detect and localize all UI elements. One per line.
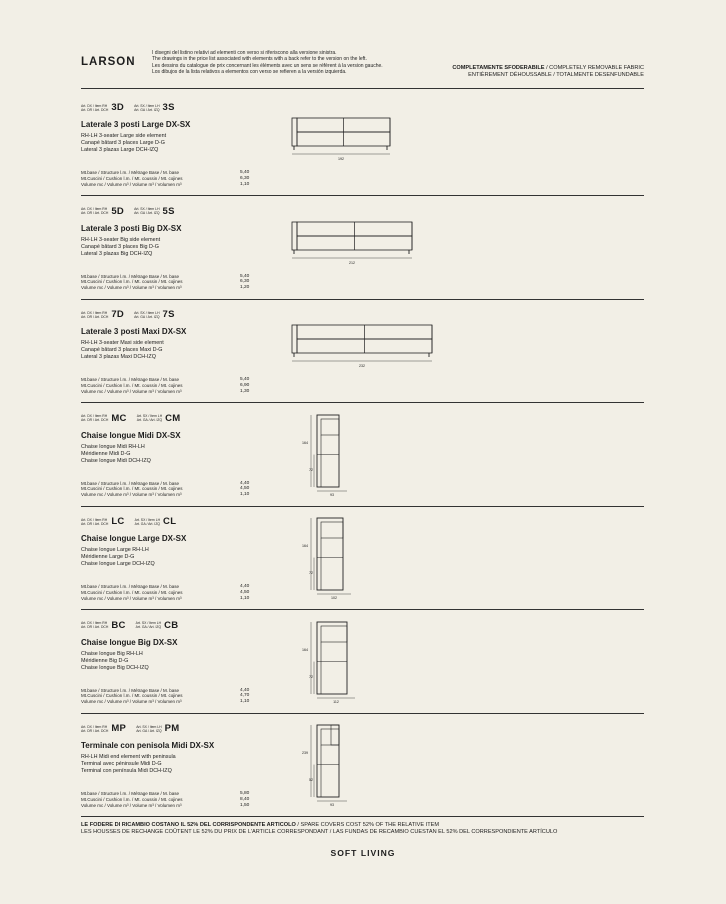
code-lh-label-2: Art. GA / Art. IZQ: [136, 728, 162, 733]
code-lh-label: Art. SX / Item LH: [136, 724, 162, 729]
description-en: RH-LH Midi end element with peninsula: [81, 754, 176, 760]
spare-covers-line2: LES HOUSSES DE RECHANGE COÛTENT LE 52% DU PRIX DE L'ARTICLE CORRESPONDANT / LAS FUNDAS DE RECAMBIO CUESTAN EL 52% DEL CORRESPONDIENTE ARTÍCULO: [81, 829, 558, 836]
code-rh-label-2: Art. DR / Art. DCH: [81, 211, 109, 215]
code-lh-value: 7S: [162, 309, 175, 320]
product-description: [81, 754, 176, 775]
spec-values: [240, 791, 249, 808]
spec-volume-value: 1,10: [240, 181, 250, 187]
description-en: RH-LH 3-seater Large side element: [81, 133, 167, 139]
drawings-note: [152, 50, 432, 76]
code-rh: [81, 102, 124, 113]
chaise-back: [321, 419, 339, 435]
product-row: [81, 299, 644, 402]
spec-labels: [81, 481, 183, 498]
product-drawing-svg: [271, 610, 521, 713]
description-es: Lateral 3 plazas Big DCH-IZQ: [81, 250, 153, 257]
description-en: Chaise longue Big RH-LH: [81, 650, 143, 657]
item-codes: [81, 206, 185, 217]
description-fr: Canapé bâtard 3 places Big D-G: [81, 243, 159, 250]
spec-cushion-label: Mt.Cuscini / Cushion l.m. / Mt. coussin / Mt. cojines: [81, 693, 183, 699]
spec-cushion-value: 4,50: [240, 486, 250, 492]
spec-base-label: Mt.base / Structure l.m. / Métrage Base / M. base: [81, 170, 180, 175]
fabric-note-rest: / COMPLETELY REMOVABLE FABRIC: [544, 65, 644, 71]
spec-volume-value: 1,20: [240, 285, 250, 291]
description-es: Lateral 3 plazas Maxi DCH-IZQ: [81, 354, 156, 360]
product-drawing: [271, 713, 521, 816]
item-codes: [81, 309, 185, 320]
spec-base-value: 4,40: [240, 584, 250, 589]
product-description: [81, 444, 151, 465]
spec-values: [240, 584, 249, 601]
spec-volume-label: Volume mc / Volume m³ / Volume m³ / Volumen m³: [81, 802, 182, 808]
dimension-label: 72: [309, 674, 313, 679]
code-rh: [81, 206, 124, 217]
product-drawing: [271, 403, 521, 506]
dimension-label: 164: [302, 440, 308, 445]
dimension-label: 102: [331, 596, 337, 600]
description-fr: Canapé bâtard 3 places Large D-G: [81, 140, 165, 146]
description-en: RH-LH 3-seater Maxi side element: [81, 340, 164, 346]
note-line-en: The drawings in the price list associated with elements with a back refer to the version on the left.: [152, 56, 367, 63]
spare-covers-rest: / SPARE COVERS COST 52% OF THE RELATIVE ITEM: [295, 822, 440, 828]
spec-labels: [81, 584, 183, 601]
code-lh-label: Art. SX / Item LH: [134, 517, 161, 522]
product-drawing: [271, 610, 521, 713]
dimension-label: 212: [349, 260, 355, 265]
product-row: [81, 506, 644, 609]
code-lh: [136, 723, 179, 734]
chaise-back: [321, 729, 339, 745]
product-description: [81, 237, 160, 258]
code-rh-label: Art. DX / Item RH: [81, 207, 108, 211]
dimension-label: 192: [338, 157, 344, 161]
spec-labels: [81, 274, 183, 291]
description-fr: Terminal avec péninsule Midi D-G: [81, 761, 162, 767]
spec-volume-label: Volume mc / Volume m³ / Volume m³ / Volumen m³: [81, 699, 182, 705]
product-title: Terminale con penisola Midi DX-SX: [81, 741, 215, 750]
spec-volume-label: Volume mc / Volume m³ / Volume m³ / Volumen m³: [81, 181, 182, 187]
code-rh-value: 5D: [111, 205, 125, 217]
note-line-es: Los dibujos de la lista relativos a elementos con verso se refieren a la versión izquierda.: [152, 69, 347, 76]
code-rh: [81, 723, 126, 734]
item-codes: [81, 413, 191, 424]
dimension-label: 93: [330, 803, 334, 807]
code-rh-label-2: Art. DR / Art. DCH: [81, 418, 109, 422]
code-rh-value: MP: [111, 723, 127, 734]
product-description: [81, 651, 149, 672]
product-description: [81, 547, 155, 568]
spec-base-value: 5,40: [240, 273, 250, 279]
product-title: Chaise longue Midi DX-SX: [81, 430, 181, 440]
spec-cushion-label: Mt.Cuscini / Cushion l.m. / Mt. coussin / Mt. cojines: [81, 589, 183, 595]
product-drawing: [271, 196, 521, 299]
description-es: Chaise longue Large DCH-IZQ: [81, 561, 155, 567]
spec-base-value: 5,80: [240, 791, 250, 796]
spec-volume-label: Volume mc / Volume m³ / Volume m³ / Volumen m³: [81, 492, 182, 498]
chaise-back: [321, 522, 343, 538]
fabric-note-bold: COMPLETAMENTE SFODERABILE: [452, 65, 545, 71]
footer-brand: SOFT LIVING: [330, 848, 396, 858]
code-rh: [81, 309, 124, 320]
spec-cushion-value: 8,40: [240, 796, 250, 802]
code-lh-label: Art. SX / Item LH: [135, 621, 162, 625]
spec-cushion-value: 4,50: [240, 589, 250, 595]
code-lh-label: Art. SX / Item LH: [134, 103, 160, 108]
spec-values: [240, 481, 249, 498]
collection-name: LARSON: [81, 56, 136, 68]
code-lh-label: Art. SX / Item LH: [134, 207, 160, 211]
spec-labels: [81, 688, 183, 705]
code-lh-value: PM: [164, 723, 180, 734]
code-rh-label: Art. DX / Item RH: [81, 724, 108, 729]
code-lh-label: Art. SX / Item LH: [136, 414, 163, 418]
code-rh: [81, 413, 127, 424]
spec-cushion-label: Mt.Cuscini / Cushion l.m. / Mt. coussin / Mt. cojines: [81, 796, 183, 802]
code-lh-label: Art. SX / Item LH: [134, 310, 160, 315]
spec-values: [240, 274, 249, 291]
code-lh-value: 3S: [162, 102, 175, 113]
fabric-note-line2: ENTIÈREMENT DÉHOUSSABLE / TOTALMENTE DESENFUNDABLE: [468, 72, 644, 78]
code-rh-label: Art. DX / Item RH: [81, 414, 108, 418]
product-title: Chaise longue Big DX-SX: [81, 637, 178, 647]
code-lh-label-2: Art. GA / Art. IZQ: [134, 107, 160, 112]
sofa-arm: [292, 325, 297, 353]
spec-cushion-value: 4,70: [240, 693, 250, 699]
code-lh-value: CL: [163, 516, 177, 527]
spec-volume-value: 1,10: [240, 699, 250, 705]
code-rh-label-2: Art. DR / Art. DCH: [81, 521, 109, 526]
dimension-label: 239: [302, 750, 308, 755]
spec-base-label: Mt.base / Structure l.m. / Métrage Base / M. base: [81, 687, 180, 693]
product-drawing: [271, 299, 521, 402]
dimension-label: 112: [333, 699, 339, 704]
chaise-outline: [317, 622, 347, 694]
code-lh: [136, 620, 179, 631]
code-rh-value: MC: [111, 412, 127, 424]
code-lh-label-2: Art. GA / Art. IZQ: [134, 211, 160, 215]
spec-labels: [81, 791, 183, 808]
spec-volume-label: Volume mc / Volume m³ / Volume m³ / Volumen m³: [81, 388, 182, 394]
dimension-label: 72: [309, 467, 313, 472]
code-rh-value: BC: [111, 619, 126, 631]
code-lh-value: CM: [165, 412, 181, 424]
description-es: Terminal con península Midi DCH-IZQ: [81, 768, 172, 774]
product-row: [81, 610, 644, 713]
code-rh-label-2: Art. DR / Art. DCH: [81, 625, 109, 629]
item-codes: [81, 723, 189, 734]
code-lh: [134, 309, 175, 320]
product-title: Chaise longue Large DX-SX: [81, 534, 187, 543]
header-divider: [81, 88, 644, 89]
code-lh-label-2: Art. GA / Art. IZQ: [134, 314, 160, 319]
spec-base-label: Mt.base / Structure l.m. / Métrage Base / M. base: [81, 377, 180, 382]
product-row: [81, 196, 644, 299]
code-lh-label-2: Art. GA / Art. IZQ: [136, 418, 163, 422]
code-rh-label: Art. DX / Item RH: [81, 310, 108, 315]
product-title: Laterale 3 posti Maxi DX-SX: [81, 327, 187, 336]
product-row: [81, 713, 644, 816]
dimension-label: 93: [330, 492, 334, 497]
spec-base-label: Mt.base / Structure l.m. / Métrage Base / M. base: [81, 791, 180, 796]
spec-cushion-label: Mt.Cuscini / Cushion l.m. / Mt. coussin / Mt. cojines: [81, 175, 183, 181]
spec-volume-label: Volume mc / Volume m³ / Volume m³ / Volumen m³: [81, 595, 182, 601]
sofa-arm: [292, 118, 297, 146]
spec-labels: [81, 377, 183, 394]
description-en: Chaise longue Midi RH-LH: [81, 443, 145, 450]
code-rh-label-2: Art. DR / Art. DCH: [81, 107, 109, 112]
spec-volume-label: Volume mc / Volume m³ / Volume m³ / Volumen m³: [81, 285, 182, 291]
chaise-outline: [317, 725, 339, 797]
code-rh: [81, 620, 126, 631]
dimension-label: 164: [302, 543, 308, 548]
code-lh-value: 5S: [162, 205, 175, 217]
spec-cushion-value: 6,30: [240, 279, 250, 285]
spec-cushion-value: 6,30: [240, 175, 250, 181]
product-row: [81, 403, 644, 506]
spec-base-label: Mt.base / Structure l.m. / Métrage Base / M. base: [81, 584, 180, 589]
sofa-arm: [292, 222, 297, 250]
item-codes: [81, 620, 188, 631]
spare-covers-note: [81, 822, 557, 837]
code-rh: [81, 516, 125, 527]
product-drawing-svg: [271, 506, 521, 609]
item-codes: [81, 102, 185, 113]
product-drawing-svg: [271, 299, 521, 402]
spec-base-value: 5,40: [240, 377, 250, 382]
product-title: Laterale 3 posti Big DX-SX: [81, 223, 182, 233]
spec-cushion-label: Mt.Cuscini / Cushion l.m. / Mt. coussin / Mt. cojines: [81, 279, 183, 285]
spec-base-value: 4,40: [240, 687, 250, 693]
description-en: RH-LH 3-seater Big side element: [81, 236, 161, 243]
spare-covers-bold: LE FODERE DI RICAMBIO COSTANO IL 52% DEL CORRISPONDENTE ARTICOLO: [81, 822, 296, 828]
product-drawing-svg: [271, 196, 521, 299]
code-lh: [135, 516, 177, 527]
code-lh: [134, 102, 175, 113]
description-fr: Méridienne Big D-G: [81, 657, 129, 664]
fabric-note: [452, 65, 644, 79]
code-rh-value: 7D: [111, 309, 125, 320]
code-lh-label-2: Art. GA / Art. IZQ: [135, 625, 162, 629]
product-title: Laterale 3 posti Large DX-SX: [81, 120, 191, 129]
code-lh: [137, 413, 181, 424]
code-rh-label: Art. DX / Item RH: [81, 517, 108, 522]
dimension-label: 164: [302, 647, 308, 652]
spec-values: [240, 377, 249, 394]
code-rh-label-2: Art. DR / Art. DCH: [81, 728, 109, 733]
product-description: [81, 133, 166, 154]
description-es: Chaise longue Midi DCH-IZQ: [81, 457, 151, 464]
item-codes: [81, 516, 186, 527]
product-description: [81, 340, 164, 361]
spec-volume-value: 1,30: [240, 388, 250, 394]
description-es: Chaise longue Big DCH-IZQ: [81, 664, 149, 671]
spec-volume-value: 1,10: [240, 492, 250, 498]
dimension-label: 72: [309, 571, 313, 576]
spec-volume-value: 1,10: [240, 595, 250, 601]
product-drawing: [271, 506, 521, 609]
spec-base-value: 5,40: [240, 170, 250, 175]
product-drawing: [271, 92, 521, 195]
spec-volume-value: 1,50: [240, 802, 250, 808]
code-rh-value: LC: [111, 516, 125, 527]
product-drawing-svg: [271, 92, 521, 195]
code-rh-value: 3D: [111, 102, 125, 113]
code-rh-label-2: Art. DR / Art. DCH: [81, 314, 109, 319]
dimension-label: 52: [309, 778, 313, 783]
dimension-label: 232: [359, 364, 365, 368]
note-line-it: I disegni del listino relativi ad elementi con verso si riferiscono alla versione sinistra.: [152, 50, 337, 56]
spec-base-label: Mt.base / Structure l.m. / Métrage Base / M. base: [81, 273, 180, 279]
description-fr: Méridienne Large D-G: [81, 554, 135, 560]
chaise-back: [321, 626, 347, 642]
code-rh-label: Art. DX / Item RH: [81, 621, 108, 625]
spec-values: [240, 688, 249, 705]
peninsula-arm: [331, 725, 339, 745]
product-row: [81, 92, 644, 195]
product-drawing-svg: [271, 403, 521, 506]
description-fr: Canapé bâtard 3 places Maxi D-G: [81, 347, 163, 353]
note-line-fr: Les dessins du catalogue de prix concernant les éléments avec un sens se réfèrent à la version gauche.: [152, 62, 383, 69]
spec-labels: [81, 170, 183, 187]
product-drawing-svg: [271, 713, 521, 816]
spec-values: [240, 170, 249, 187]
description-fr: Méridienne Midi D-G: [81, 450, 131, 457]
code-lh-label-2: Art. GA / Art. IZQ: [134, 521, 161, 526]
spec-base-label: Mt.base / Structure l.m. / Métrage Base / M. base: [81, 480, 180, 486]
row-divider: [81, 816, 644, 817]
spec-base-value: 4,40: [240, 480, 250, 486]
code-lh-value: CB: [164, 619, 179, 631]
code-lh: [134, 206, 175, 217]
spec-cushion-value: 6,90: [240, 382, 250, 388]
description-en: Chaise longue Large RH-LH: [81, 547, 149, 553]
code-rh-label: Art. DX / Item RH: [81, 103, 108, 108]
spec-cushion-label: Mt.Cuscini / Cushion l.m. / Mt. coussin / Mt. cojines: [81, 382, 183, 388]
chaise-outline: [317, 415, 339, 487]
spec-cushion-label: Mt.Cuscini / Cushion l.m. / Mt. coussin / Mt. cojines: [81, 486, 183, 492]
description-es: Lateral 3 plazas Large DCH-IZQ: [81, 147, 159, 153]
